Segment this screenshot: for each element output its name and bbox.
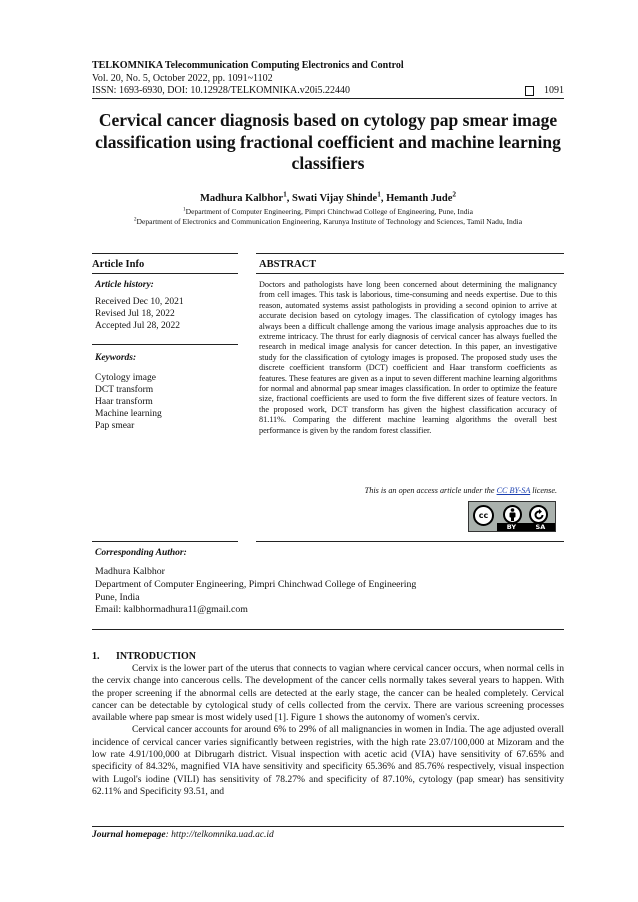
keywords-list	[95, 372, 162, 432]
introduction-heading: 1. INTRODUCTION	[92, 651, 197, 662]
issn-doi: ISSN: 1693-6930, DOI: 10.12928/TELKOMNIKA.v20i5.22440	[92, 85, 351, 96]
abstract-top-rule	[256, 253, 564, 254]
sa-label: SA	[535, 523, 546, 531]
article-info-heading: Article Info	[92, 259, 145, 270]
introduction-body	[92, 663, 564, 798]
corresponding-rule	[92, 629, 564, 630]
author-3: Hemanth Jude$^2$	[386, 189, 457, 204]
attribution-icon	[503, 505, 522, 524]
info-heading-rule	[92, 273, 238, 274]
affiliation-1: $^1$Department of Computer Engineering, Pimpri Chinchwad College of Engineering, Pune, India	[182, 206, 474, 216]
keywords-rule	[92, 344, 238, 345]
history-received: Received Dec 10, 2021	[95, 297, 184, 307]
abstract-heading: ABSTRACT	[259, 259, 317, 270]
keyword: DCT transform	[95, 385, 154, 395]
cc-icon: cc	[473, 505, 494, 526]
running-header	[92, 60, 564, 98]
journal-homepage: Journal homepage: http://telkomnika.uad.ac.id	[92, 830, 274, 840]
volume-info: Vol. 20, No. 5, October 2022, pp. 1091~1102	[92, 72, 273, 84]
abstract-bottom-rule	[256, 541, 564, 542]
paper-title: Cervical cancer diagnosis based on cytology pap smear image classification using fractional coefficient and machine learning classifiers	[95, 110, 561, 173]
author-1: Madhura Kalbhor$^1$,	[199, 189, 293, 204]
cc-by-sa-badge[interactable]	[468, 501, 556, 532]
info-bottom-rule	[92, 541, 238, 542]
corresponding-city: Pune, India	[95, 591, 140, 603]
history-accepted: Accepted Jul 28, 2022	[95, 321, 180, 331]
license-statement: This is an open access article under the CC BY-SA license.	[364, 486, 557, 495]
checkbox-icon	[525, 86, 534, 96]
header-rule	[92, 98, 564, 99]
keyword: Haar transform	[95, 397, 153, 407]
keyword: Machine learning	[95, 409, 162, 419]
keyword: Pap smear	[95, 421, 135, 431]
corresponding-name: Madhura Kalbhor	[95, 566, 165, 577]
cc-strip	[497, 523, 555, 531]
cc-by-sa-link[interactable]: CC BY-SA	[496, 486, 531, 495]
share-alike-icon	[529, 505, 548, 524]
keyword: Cytology image	[95, 373, 156, 383]
footer-rule	[92, 826, 564, 827]
abstract-heading-rule	[256, 273, 564, 274]
affiliation-2: $^2$Department of Electronics and Communication Engineering, Karunya Institute of Technology and Sciences, Tamil Nadu, India	[133, 216, 523, 226]
history-heading: Article history:	[95, 280, 154, 290]
paragraph: Cervix is the lower part of the uterus that connects to vagian where cervical cancer occurs, when normal cells in the cervix change into cancerous cells. The development of the cancer cells normally takes several years to happen. With the proper screening if the abnormal cells are detected at the early stage, the cancer can be healed completely. Cervical cancer can be detectable by cytological study of cells collected from the cervix. There are various screening processes available where pap smear is most widely used [1]. Figure 1 shows the autonomy of women's cervix.	[92, 663, 564, 724]
keywords-heading: Keywords:	[95, 353, 137, 363]
author-list	[92, 189, 564, 204]
history-revised: Revised Jul 18, 2022	[95, 309, 175, 319]
history-list	[95, 296, 184, 332]
abstract-text: Doctors and pathologists have long been concerned about determining the malignancy from cell images. This task is laborious, time-consuming and needs expertise. Due to this reason, automated systems assist pathologists in providing a second opinion to arrive at accurate decision based on cytology images. The classification of cytology images has always been a difficult challenge among the various image analysis approaches due to its extreme intricacy. The thrust for early diagnosis of cervical cancer has always fuelled the research in medical image analysis for cancer detection. In this paper, an investigative study for the classification of cytology images is proposed. The proposed study uses the discrete coefficient transform (DCT) coefficient and Haar transform coefficients as features. These features are given as a input to seven different machine learning algorithms for normal and abnormal pap smear images classification. In order to optimize the feature size, fractional coefficients are used to form the five different sizes of feature vectors. In the proposed work, DCT transform has given the highest classification accuracy of 81.11%. Comparing the different machine learning algorithms the overall best performance is given by the random forest classifier.	[259, 280, 557, 435]
page-number: 1091	[544, 85, 564, 96]
corresponding-email: Email: kalbhormadhura11@gmail.com	[95, 604, 248, 616]
author-2: Swati Vijay Shinde$^1$,	[292, 189, 387, 204]
by-label: BY	[506, 523, 517, 531]
paragraph: Cervical cancer accounts for around 6% to 29% of all malignancies in women in India. The age adjusted overall incidence of cervical cancer varies significantly between registries, with the high rate 23.07/100,000 at Mizoram and the low rate 4.91/100,000 at Dibrugarh district. Visual inspection with acetic acid (VIA) have sensitivity of 67.65% and specificity of 84.32%, magnified VIA have sensitivity and specificity 65.36% and 85.76% respectively, visual inspection with Lugol's iodine (VILI) has sensitivity of 78.27% and specificity of 87.10%, cytology (pap smear) has sensitivity 62.11% and Specificity 93.51, and	[92, 724, 564, 797]
corresponding-dept: Department of Computer Engineering, Pimpri Chinchwad College of Engineering	[95, 578, 417, 590]
info-top-rule	[92, 253, 238, 254]
journal-name: TELKOMNIKA Telecommunication Computing Electronics and Control	[92, 60, 404, 71]
affiliations	[60, 207, 596, 227]
corresponding-heading: Corresponding Author:	[95, 548, 187, 558]
corresponding-details	[95, 566, 565, 617]
